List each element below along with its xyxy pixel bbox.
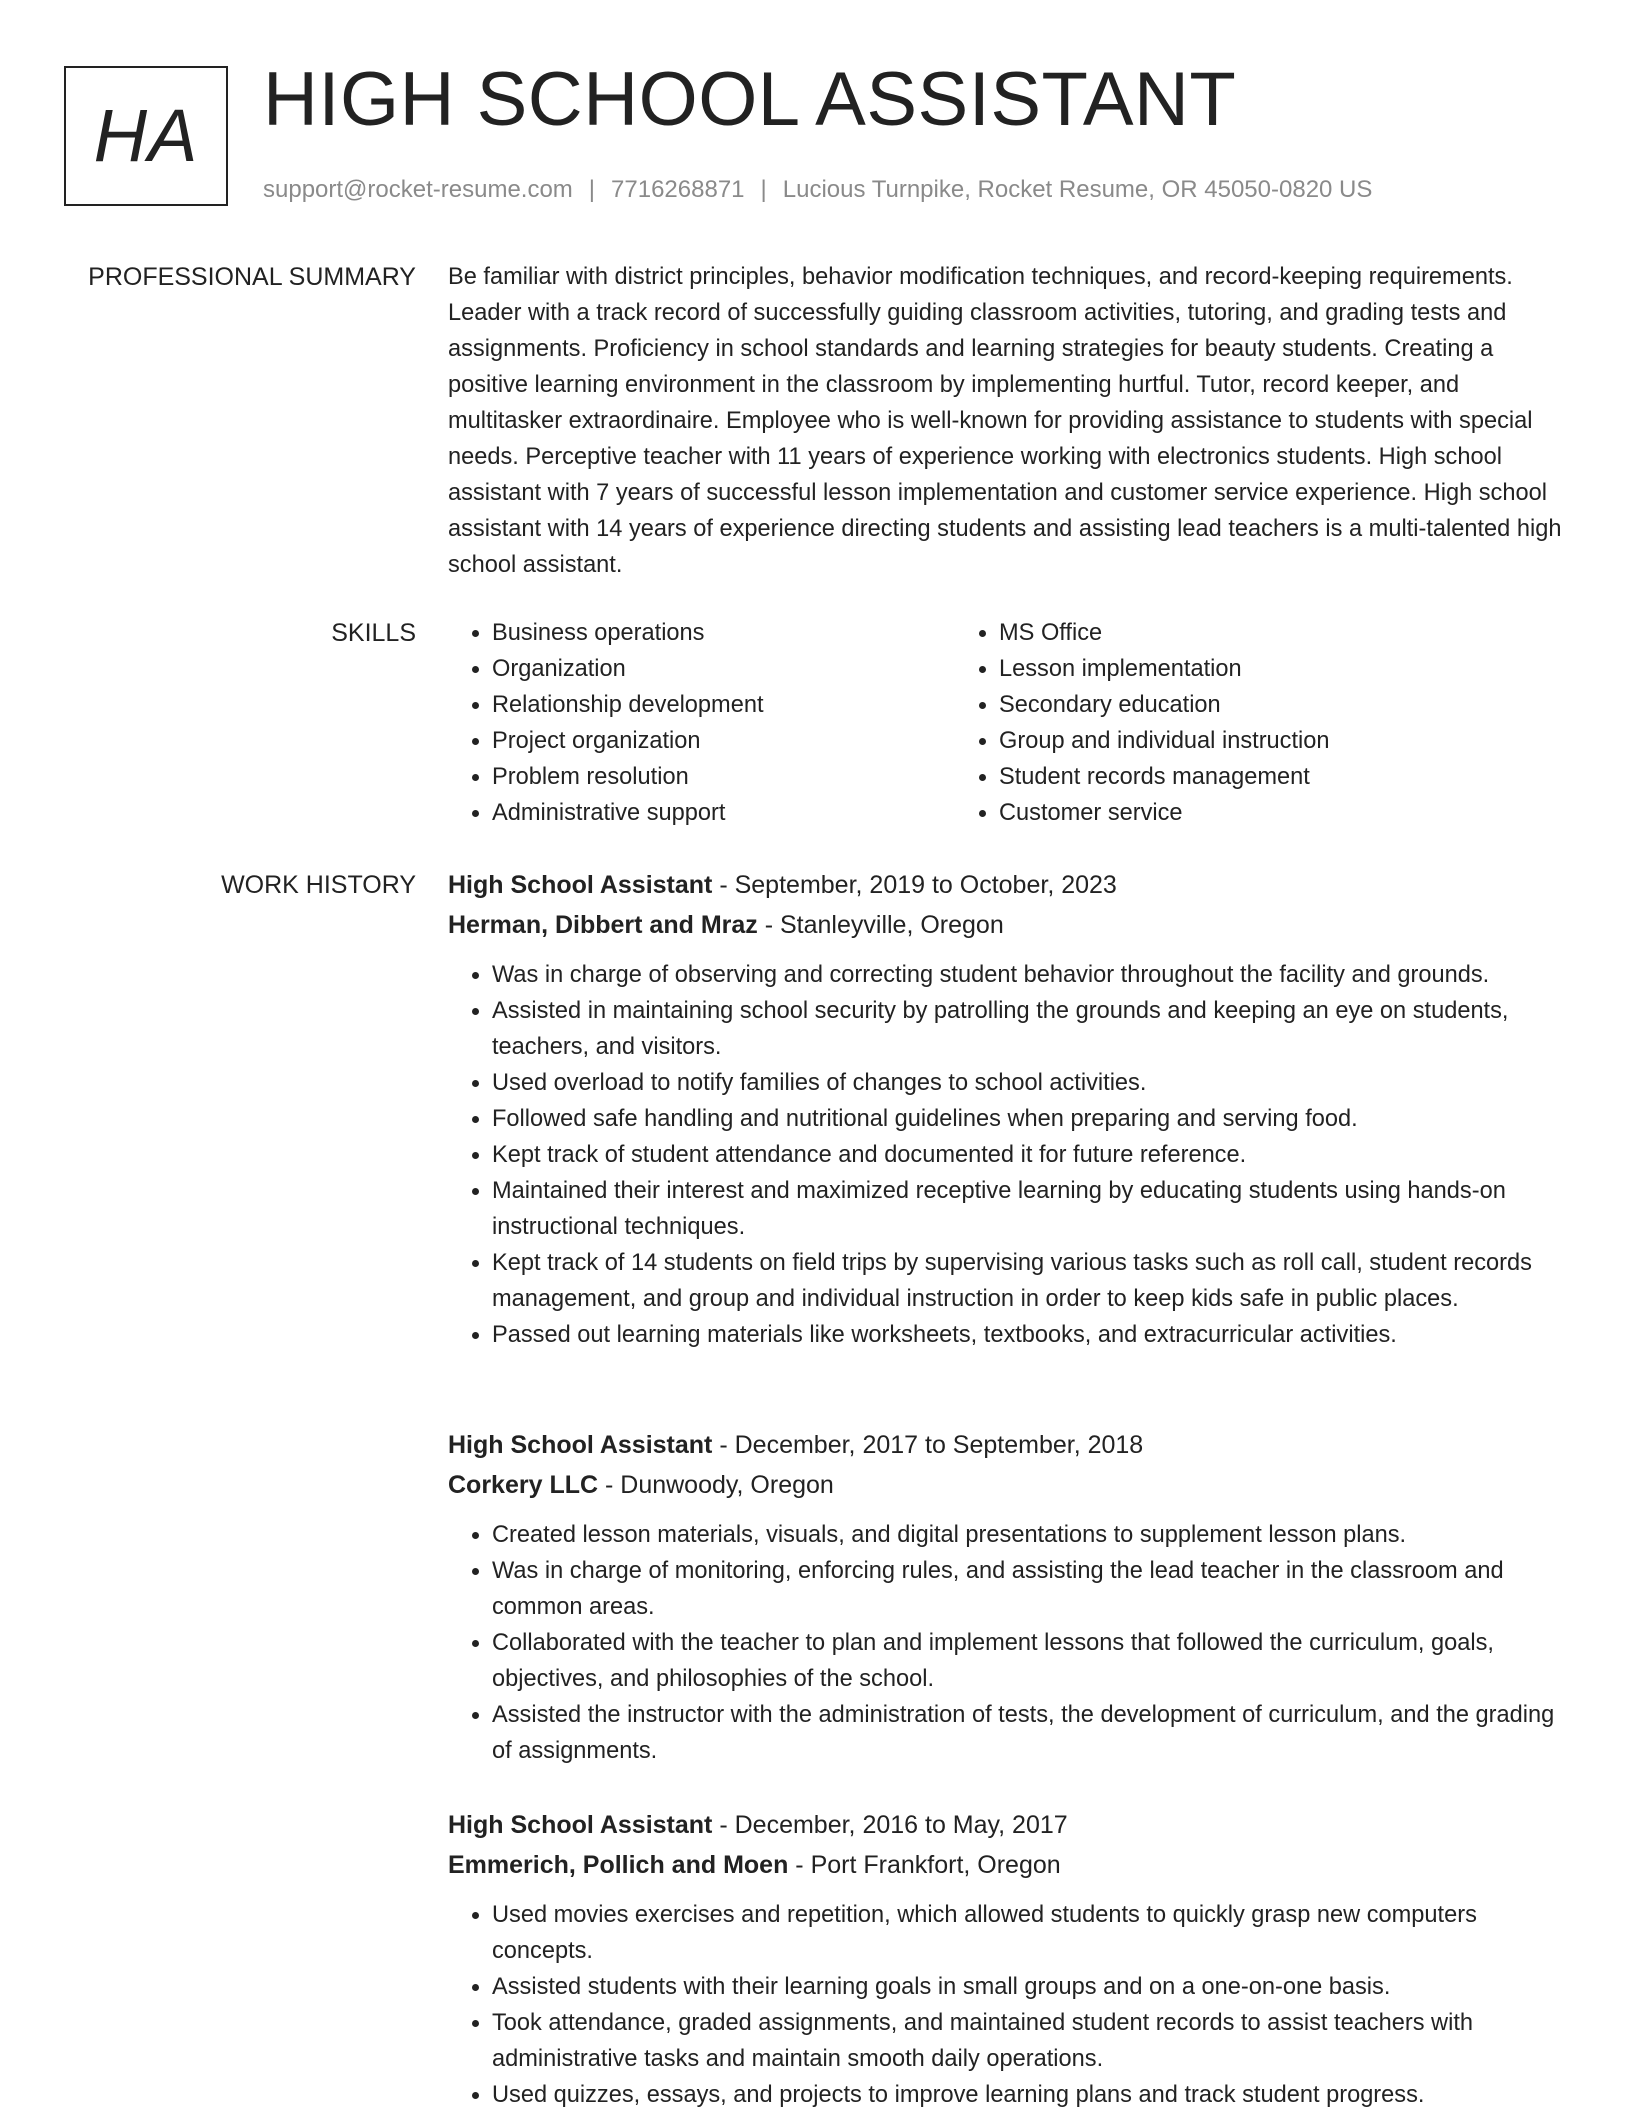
job-title-line — [448, 1805, 1568, 1845]
skill-item: • Project organization — [492, 723, 955, 759]
job-title-line — [448, 1425, 1568, 1465]
job-location: - Dunwoody, Oregon — [598, 1471, 834, 1499]
job-location: - Port Frankfort, Oregon — [788, 1851, 1061, 1879]
job-bullet: • Maintained their interest and maximized receptive learning by educating students using hands-on instructional techniques. — [492, 1173, 1568, 1245]
skill-item: • MS Office — [999, 615, 1555, 651]
resume-title: HIGH SCHOOL ASSISTANT — [263, 57, 1237, 142]
section-label-work-history: WORK HISTORY — [221, 871, 416, 899]
job-bullet: • Assisted the instructor with the administration of tests, the development of curriculum, and the grading of assignments. — [492, 1697, 1568, 1769]
section-label-skills: SKILLS — [331, 619, 416, 647]
job-company: Corkery LLC — [448, 1471, 599, 1499]
job-bullet: • Used movies exercises and repetition, which allowed students to quickly grasp new computers concepts. — [492, 1897, 1568, 1969]
job-entry — [448, 1425, 1568, 1769]
job-bullet: • Passed out learning materials like worksheets, textbooks, and extracurricular activities. — [492, 1317, 1568, 1353]
job-bullet: • Assisted students with their learning goals in small groups and on a one-on-one basis. — [492, 1969, 1568, 2005]
contact-address: Lucious Turnpike, Rocket Resume, OR 45050-0820 US — [782, 176, 1373, 203]
job-bullets — [448, 1517, 1568, 1769]
job-bullets — [448, 1897, 1568, 2113]
skill-item: • Administrative support — [492, 795, 955, 831]
contact-separator: | — [760, 176, 767, 203]
job-bullet: • Was in charge of observing and correcting student behavior throughout the facility and grounds. — [492, 957, 1568, 993]
monogram-initials: HA — [93, 94, 199, 177]
skill-item: • Lesson implementation — [999, 651, 1555, 687]
skills-column-2 — [955, 615, 1555, 831]
job-bullet: • Created lesson materials, visuals, and digital presentations to supplement lesson plans. — [492, 1517, 1568, 1553]
job-bullets — [448, 957, 1568, 1353]
summary-text: Be familiar with district principles, behavior modification techniques, and record-keeping requirements. Leader with a track record of successfully guiding classroom activities, tutoring, and grading tests and assignments. Proficiency in school standards and learning strategies for beauty students. Creating a positive learning environment in the classroom by implementing hurtful. Tutor, record keeper, and multitasker extraordinaire. Employee who is well-known for providing assistance to students with special needs. Perceptive teacher with 11 years of experience working with electronics students. High school assistant with 7 years of successful lesson implementation and customer service experience. High school assistant with 14 years of experience directing students and assisting lead teachers is a multi-talented high school assistant. — [448, 264, 1562, 578]
contact-phone: 7716268871 — [611, 176, 745, 203]
job-company-line — [448, 1845, 1568, 1885]
job-bullet: • Kept track of 14 students on field trips by supervising various tasks such as roll call, student records management, and group and individual instruction in order to keep kids safe in public places. — [492, 1245, 1568, 1317]
skill-item: • Customer service — [999, 795, 1555, 831]
job-bullet: • Was in charge of monitoring, enforcing rules, and assisting the lead teacher in the classroom and common areas. — [492, 1553, 1568, 1625]
job-title: High School Assistant — [448, 871, 713, 899]
job-bullet: • Followed safe handling and nutritional guidelines when preparing and serving food. — [492, 1101, 1568, 1137]
job-company-line — [448, 1465, 1568, 1505]
skill-item: • Secondary education — [999, 687, 1555, 723]
job-title: High School Assistant — [448, 1811, 713, 1839]
contact-email: support@rocket-resume.com — [263, 176, 573, 203]
job-dates: - December, 2017 to September, 2018 — [712, 1431, 1144, 1459]
job-bullet: • Kept track of student attendance and documented it for future reference. — [492, 1137, 1568, 1173]
summary-section — [448, 259, 1568, 583]
skill-item: • Student records management — [999, 759, 1555, 795]
skills-column-1 — [448, 615, 955, 831]
job-bullet: • Took attendance, graded assignments, and maintained student records to assist teachers with administrative tasks and maintain smooth daily operations. — [492, 2005, 1568, 2077]
job-bullet: • Collaborated with the teacher to plan and implement lessons that followed the curriculum, goals, objectives, and philosophies of the school. — [492, 1625, 1568, 1697]
skill-item: • Problem resolution — [492, 759, 955, 795]
skills-section — [448, 615, 1568, 831]
job-company-line — [448, 905, 1568, 945]
skill-item: • Relationship development — [492, 687, 955, 723]
skill-item: • Business operations — [492, 615, 955, 651]
job-bullet: • Used quizzes, essays, and projects to improve learning plans and track student progress. — [492, 2077, 1568, 2113]
job-company: Emmerich, Pollich and Moen — [448, 1851, 789, 1879]
skill-item: • Organization — [492, 651, 955, 687]
monogram-box — [64, 66, 228, 206]
job-company: Herman, Dibbert and Mraz — [448, 911, 758, 939]
skills-grid — [448, 615, 1568, 831]
job-title: High School Assistant — [448, 1431, 713, 1459]
job-dates: - September, 2019 to October, 2023 — [712, 871, 1117, 899]
job-bullet: • Used overload to notify families of changes to school activities. — [492, 1065, 1568, 1101]
skill-item: • Group and individual instruction — [999, 723, 1555, 759]
contact-separator: | — [588, 176, 596, 203]
job-entry — [448, 865, 1568, 1353]
job-title-line — [448, 865, 1568, 905]
job-dates: - December, 2016 to May, 2017 — [712, 1811, 1068, 1839]
job-entry — [448, 1805, 1568, 2113]
job-bullet: • Assisted in maintaining school security by patrolling the grounds and keeping an eye on students, teachers, and visitors. — [492, 993, 1568, 1065]
contact-line — [263, 176, 1372, 205]
job-location: - Stanleyville, Oregon — [757, 911, 1004, 939]
section-label-summary: PROFESSIONAL SUMMARY — [88, 263, 416, 291]
